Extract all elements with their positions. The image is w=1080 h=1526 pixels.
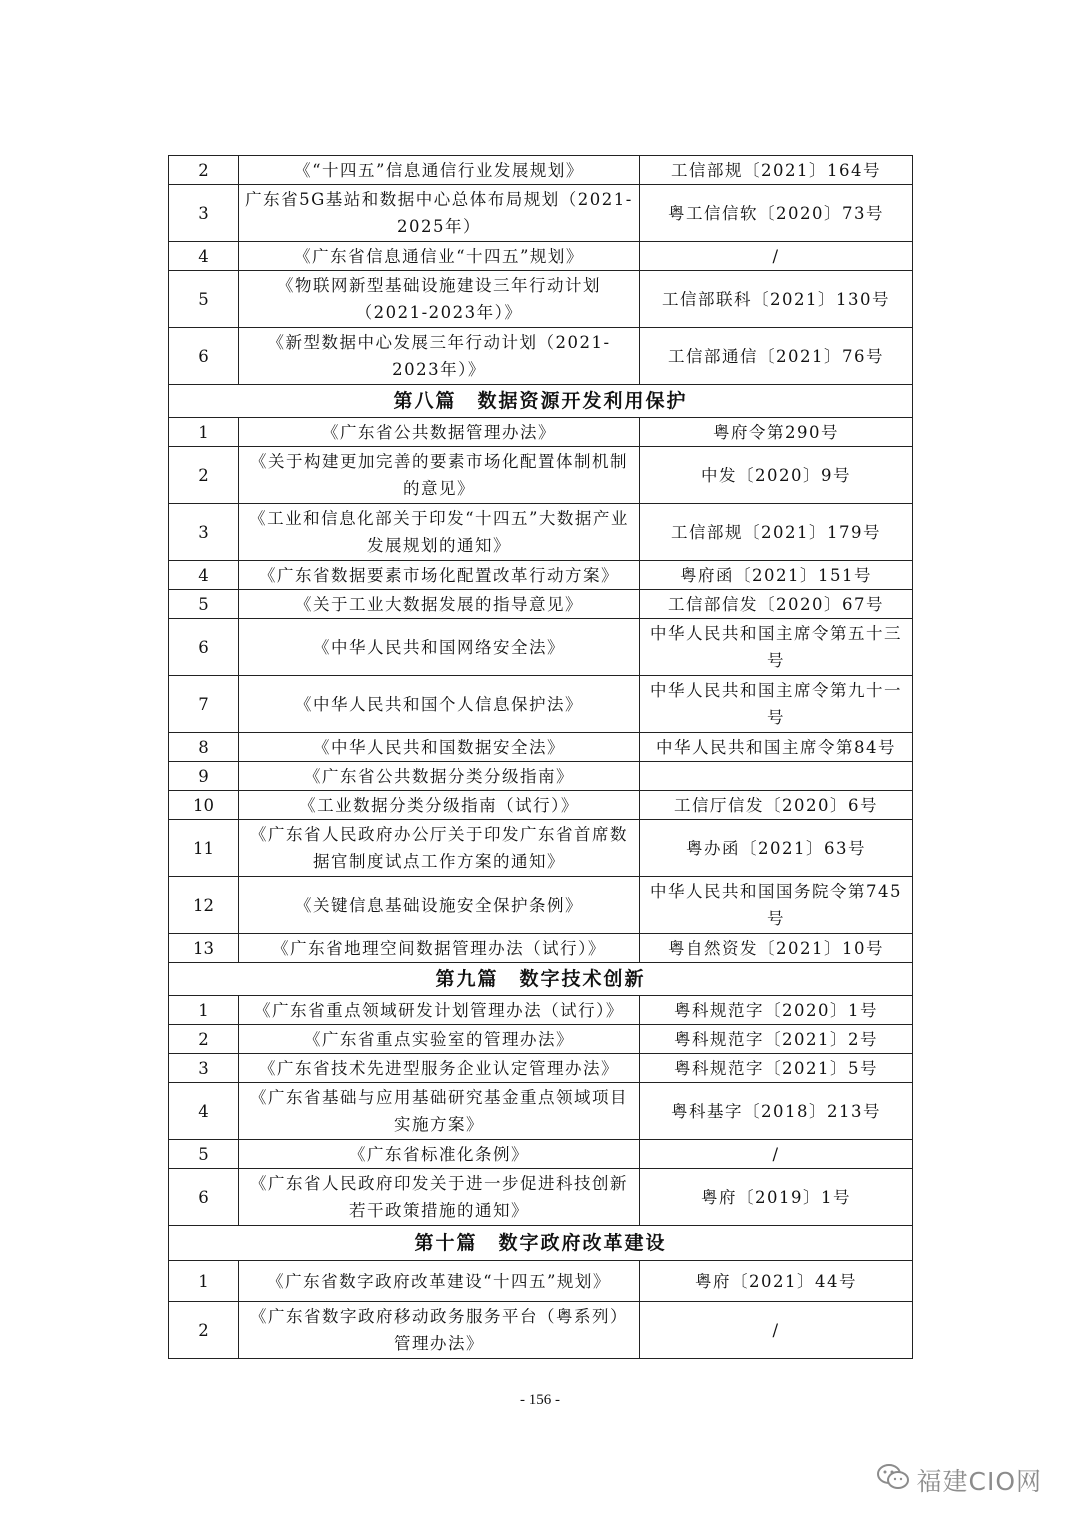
- watermark: [876, 1462, 1042, 1498]
- document-number-cell: 中发〔2020〕9号: [640, 447, 913, 504]
- policy-table: [168, 155, 913, 1359]
- row-number-cell: 5: [169, 1140, 239, 1169]
- document-title-cell: 《广东省基础与应用基础研究基金重点领域项目实施方案》: [239, 1083, 640, 1140]
- document-number-cell: 工信部通信〔2021〕76号: [640, 328, 913, 385]
- document-number-cell: 粤科规范字〔2020〕1号: [640, 996, 913, 1025]
- document-title-cell: 《中华人民共和国数据安全法》: [239, 733, 640, 762]
- row-number-cell: 3: [169, 185, 239, 242]
- document-number-cell: /: [640, 242, 913, 271]
- document-number-cell: 工信部信发〔2020〕67号: [640, 590, 913, 619]
- policy-table-body: [169, 156, 913, 1359]
- document-title-cell: 《广东省重点领域研发计划管理办法（试行）》: [239, 996, 640, 1025]
- document-title-cell: 《广东省数字政府改革建设“十四五”规划》: [239, 1261, 640, 1302]
- table-row: [169, 676, 913, 733]
- document-title-cell: 《关于工业大数据发展的指导意见》: [239, 590, 640, 619]
- row-number-cell: 6: [169, 1169, 239, 1226]
- table-row: [169, 418, 913, 447]
- row-number-cell: 4: [169, 1083, 239, 1140]
- document-title-cell: 《“十四五”信息通信行业发展规划》: [239, 156, 640, 185]
- document-number-cell: 工信厅信发〔2020〕6号: [640, 791, 913, 820]
- document-number-cell: 工信部规〔2021〕164号: [640, 156, 913, 185]
- table-row: [169, 156, 913, 185]
- table-row: [169, 1261, 913, 1302]
- document-title-cell: 《关于构建更加完善的要素市场化配置体制机制的意见》: [239, 447, 640, 504]
- row-number-cell: 4: [169, 561, 239, 590]
- document-title-cell: 《广东省数据要素市场化配置改革行动方案》: [239, 561, 640, 590]
- table-row: [169, 185, 913, 242]
- document-number-cell: /: [640, 1140, 913, 1169]
- table-row: [169, 504, 913, 561]
- row-number-cell: 8: [169, 733, 239, 762]
- row-number-cell: 4: [169, 242, 239, 271]
- document-number-cell: 工信部联科〔2021〕130号: [640, 271, 913, 328]
- document-title-cell: 《中华人民共和国网络安全法》: [239, 619, 640, 676]
- table-row: [169, 561, 913, 590]
- row-number-cell: 2: [169, 1302, 239, 1359]
- document-title-cell: 《广东省人民政府印发关于进一步促进科技创新若干政策措施的通知》: [239, 1169, 640, 1226]
- table-row: [169, 1169, 913, 1226]
- document-number-cell: 粤办函〔2021〕63号: [640, 820, 913, 877]
- table-row: [169, 1025, 913, 1054]
- row-number-cell: 11: [169, 820, 239, 877]
- row-number-cell: 1: [169, 418, 239, 447]
- table-row: [169, 447, 913, 504]
- document-title-cell: 《工业数据分类分级指南（试行）》: [239, 791, 640, 820]
- row-number-cell: 13: [169, 934, 239, 963]
- document-number-cell: 粤府函〔2021〕151号: [640, 561, 913, 590]
- document-title-cell: 《广东省技术先进型服务企业认定管理办法》: [239, 1054, 640, 1083]
- document-number-cell: 粤府〔2019〕1号: [640, 1169, 913, 1226]
- row-number-cell: 1: [169, 1261, 239, 1302]
- document-number-cell: 粤科规范字〔2021〕5号: [640, 1054, 913, 1083]
- table-row: [169, 619, 913, 676]
- page-number: - 156 -: [520, 1392, 560, 1408]
- table-row: [169, 1083, 913, 1140]
- document-title-cell: 《广东省重点实验室的管理办法》: [239, 1025, 640, 1054]
- document-number-cell: 粤府〔2021〕44号: [640, 1261, 913, 1302]
- document-number-cell: 粤科基字〔2018〕213号: [640, 1083, 913, 1140]
- row-number-cell: 3: [169, 1054, 239, 1083]
- document-title-cell: 《广东省地理空间数据管理办法（试行）》: [239, 934, 640, 963]
- document-title-cell: 《广东省人民政府办公厅关于印发广东省首席数据官制度试点工作方案的通知》: [239, 820, 640, 877]
- document-title-cell: 《中华人民共和国个人信息保护法》: [239, 676, 640, 733]
- table-row: [169, 1054, 913, 1083]
- section-header-row: [169, 1226, 913, 1261]
- row-number-cell: 10: [169, 791, 239, 820]
- section-header-row: [169, 385, 913, 418]
- document-number-cell: 工信部规〔2021〕179号: [640, 504, 913, 561]
- document-number-cell: 粤府令第290号: [640, 418, 913, 447]
- document-title-cell: 《广东省信息通信业“十四五”规划》: [239, 242, 640, 271]
- document-number-cell: 粤科规范字〔2021〕2号: [640, 1025, 913, 1054]
- document-number-cell: 中华人民共和国主席令第五十三号: [640, 619, 913, 676]
- row-number-cell: 12: [169, 877, 239, 934]
- wechat-icon: [876, 1462, 910, 1498]
- section-title: 第九篇 数字技术创新: [169, 963, 913, 996]
- row-number-cell: 2: [169, 447, 239, 504]
- document-number-cell: 中华人民共和国主席令第九十一号: [640, 676, 913, 733]
- table-row: [169, 877, 913, 934]
- document-number-cell: 粤自然资发〔2021〕10号: [640, 934, 913, 963]
- row-number-cell: 6: [169, 619, 239, 676]
- row-number-cell: 9: [169, 762, 239, 791]
- table-row: [169, 820, 913, 877]
- document-title-cell: 《广东省数字政府移动政务服务平台（粤系列）管理办法》: [239, 1302, 640, 1359]
- table-row: [169, 1140, 913, 1169]
- row-number-cell: 3: [169, 504, 239, 561]
- table-row: [169, 328, 913, 385]
- document-number-cell: /: [640, 1302, 913, 1359]
- row-number-cell: 6: [169, 328, 239, 385]
- document-title-cell: 广东省5G基站和数据中心总体布局规划（2021-2025年）: [239, 185, 640, 242]
- document-number-cell: 中华人民共和国主席令第84号: [640, 733, 913, 762]
- row-number-cell: 7: [169, 676, 239, 733]
- table-row: [169, 242, 913, 271]
- table-row: [169, 271, 913, 328]
- document-title-cell: 《工业和信息化部关于印发“十四五”大数据产业发展规划的通知》: [239, 504, 640, 561]
- document-number-cell: 中华人民共和国国务院令第745号: [640, 877, 913, 934]
- row-number-cell: 5: [169, 271, 239, 328]
- table-row: [169, 996, 913, 1025]
- document-title-cell: 《广东省公共数据分类分级指南》: [239, 762, 640, 791]
- document-title-cell: 《物联网新型基础设施建设三年行动计划（2021-2023年）》: [239, 271, 640, 328]
- document-title-cell: 《新型数据中心发展三年行动计划（2021-2023年）》: [239, 328, 640, 385]
- document-title-cell: 《广东省标准化条例》: [239, 1140, 640, 1169]
- table-row: [169, 934, 913, 963]
- row-number-cell: 2: [169, 156, 239, 185]
- document-number-cell: [640, 762, 913, 791]
- document-number-cell: 粤工信信软〔2020〕73号: [640, 185, 913, 242]
- table-row: [169, 590, 913, 619]
- table-row: [169, 791, 913, 820]
- section-header-row: [169, 963, 913, 996]
- table-row: [169, 733, 913, 762]
- row-number-cell: 5: [169, 590, 239, 619]
- document-title-cell: 《关键信息基础设施安全保护条例》: [239, 877, 640, 934]
- section-title: 第十篇 数字政府改革建设: [169, 1226, 913, 1261]
- section-title: 第八篇 数据资源开发利用保护: [169, 385, 913, 418]
- row-number-cell: 1: [169, 996, 239, 1025]
- watermark-text: 福建CIO网: [916, 1467, 1042, 1496]
- table-row: [169, 762, 913, 791]
- table-row: [169, 1302, 913, 1359]
- row-number-cell: 2: [169, 1025, 239, 1054]
- document-title-cell: 《广东省公共数据管理办法》: [239, 418, 640, 447]
